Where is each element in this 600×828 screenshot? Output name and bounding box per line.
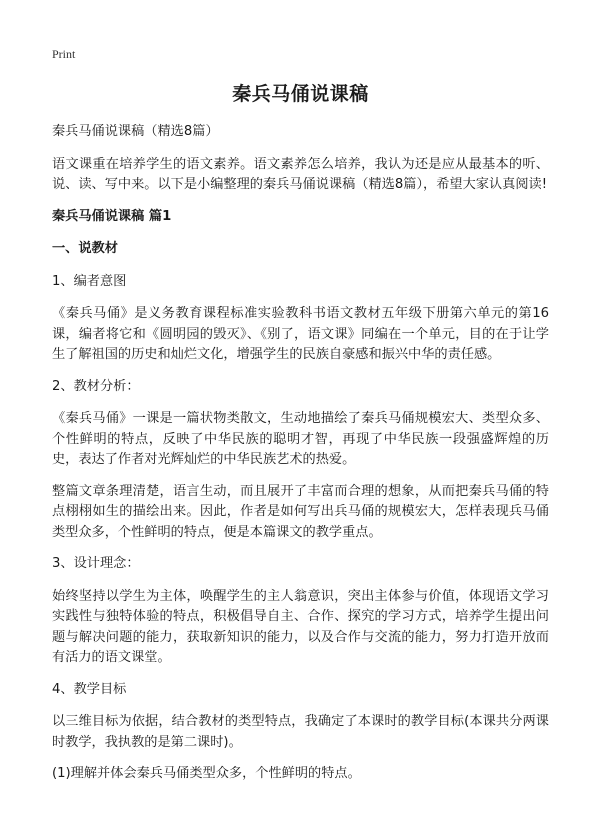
section-heading: 秦兵马俑说课稿 篇1 <box>52 208 172 224</box>
item-1-label: 1、编者意图 <box>52 273 127 289</box>
item-3-paragraph: 始终坚持以学生为主体，唤醒学生的主人翁意识，突出主体参与价值，体现语文学习实践性与独特体验的特点，积极倡导自主、合作、探究的学习方式，培养学生提出问题与解决问题的能力，获取新知识的能力，以及合作与交流的能力，努力打造开放而有活力的语文课堂。 <box>52 588 549 665</box>
document-body <box>52 79 549 797</box>
item-1-paragraph: 《秦兵马俑》是义务教育课程标准实验教科书语文教材五年级下册第六单元的第16课，编者将它和《圆明园的毁灭》、《别了，语文课》同编在一个单元，目的在于让学生了解祖国的历史和灿烂文化，增强学生的民族自豪感和振兴中华的责任感。 <box>52 306 549 362</box>
intro-paragraph: 语文课重在培养学生的语文素养。语文素养怎么培养，我认为还是应从最基本的听、说、读、写中来。以下是小编整理的秦兵马俑说课稿（精选8篇），希望大家认真阅读! <box>52 156 549 192</box>
page-title: 秦兵马俑说课稿 <box>232 83 369 105</box>
item-4-paragraph: 以三维目标为依据，结合教材的类型特点，我确定了本课时的教学目标(本课共分两课时教学，我执教的是第二课时)。 <box>52 714 549 750</box>
item-2-paragraph-a: 《秦兵马俑》一课是一篇状物类散文，生动地描绘了秦兵马俑规模宏大、类型众多、个性鲜明的特点，反映了中华民族的聪明才智，再现了中华民族一段强盛辉煌的历史，表达了作者对光辉灿烂的中华民族艺术的热爱。 <box>52 411 549 467</box>
item-4-label: 4、教学目标 <box>52 681 127 697</box>
goal-1: (1)理解并体会秦兵马俑类型众多，个性鲜明的特点。 <box>52 766 361 781</box>
part-heading: 一、说教材 <box>52 241 118 256</box>
item-3-label: 3、设计理念： <box>52 556 140 571</box>
print-link[interactable]: Print <box>52 47 76 61</box>
item-2-paragraph-b: 整篇文章条理清楚，语言生动，而且展开了丰富而合理的想象，从而把秦兵马俑的特点栩栩如生的描绘出来。因此，作者是如何写出兵马俑的规模宏大，怎样表现兵马俑类型众多，个性鲜明的特点，便是本篇课文的教学重点。 <box>52 483 549 540</box>
item-2-label: 2、教材分析： <box>52 378 140 394</box>
document-subtitle: 秦兵马俑说课稿（精选8篇） <box>52 124 219 139</box>
